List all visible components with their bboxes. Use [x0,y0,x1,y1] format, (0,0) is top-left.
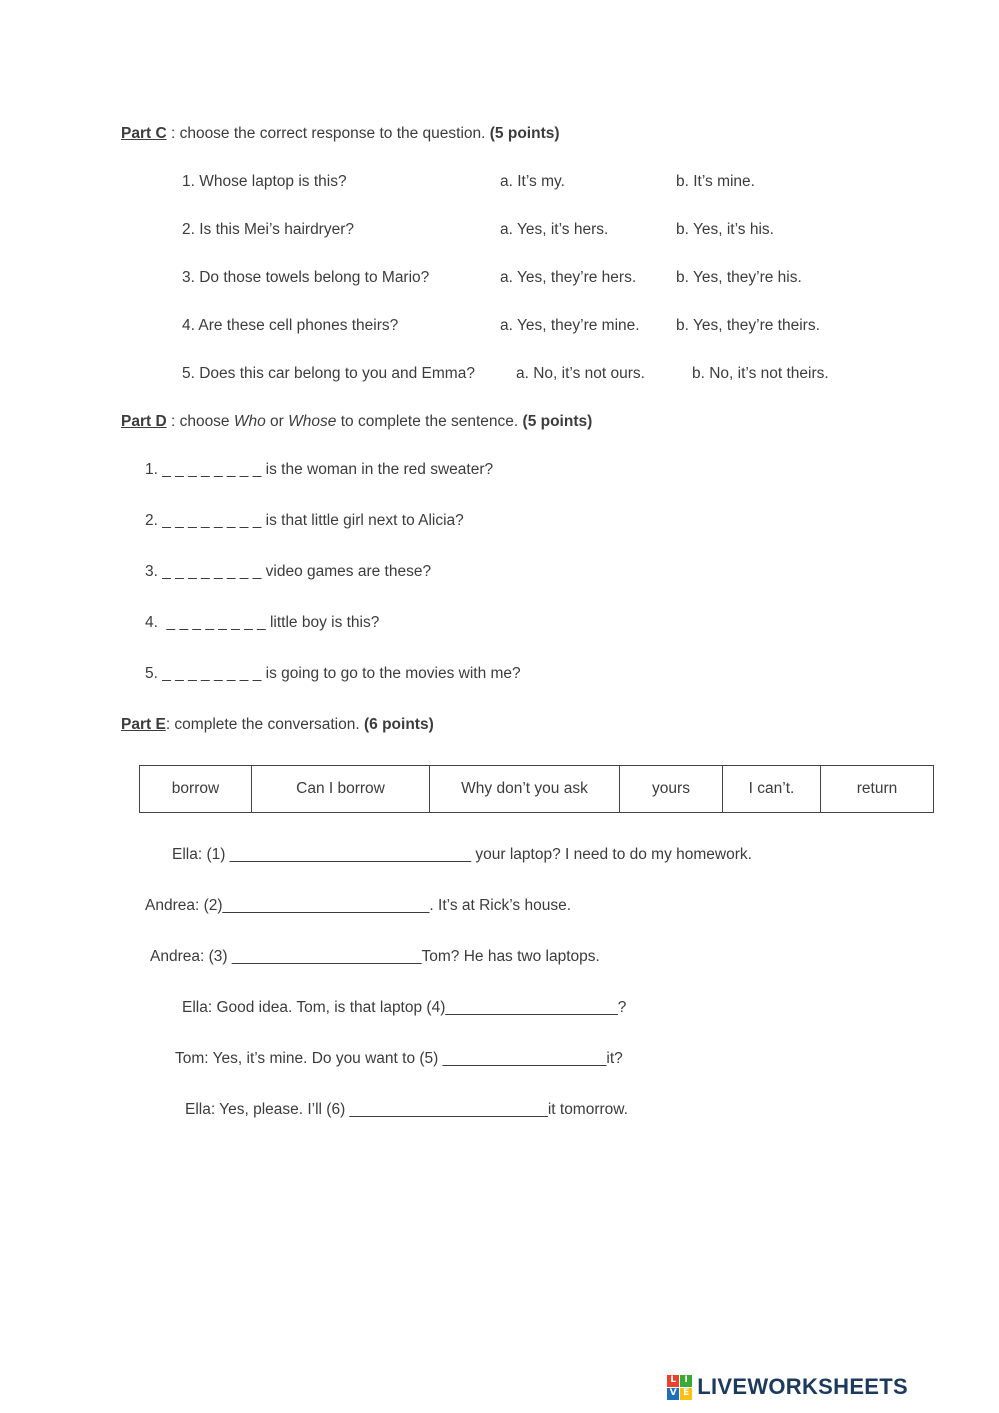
part-e-points: (6 points) [363,716,434,733]
conversation [121,843,939,1122]
option-b: b. Yes, it’s his. [676,221,774,238]
conversation-line: Ella: (1) ____________________________ your laptop? I need to do my homework. [172,846,752,863]
question-text: 4. Are these cell phones theirs? [182,317,399,334]
conversation-line: Ella: Yes, please. I’ll (6) _______________________it tomorrow. [185,1101,628,1118]
part-d-instructions-pre: : choose [166,413,234,430]
option-a: a. Yes, it’s hers. [500,221,609,238]
part-e-title: Part E [121,716,166,733]
fill-blank-item: 5. _ _ _ _ _ _ _ _ is going to go to the movies with me? [145,665,521,682]
question-text: 2. Is this Mei’s hairdryer? [182,221,354,238]
option-b: b. Yes, they’re theirs. [676,317,820,334]
question-row [121,218,939,242]
fill-blank-item: 3. _ _ _ _ _ _ _ _ video games are these? [145,563,432,580]
option-a: a. It’s my. [500,173,565,190]
question-row [121,170,939,194]
conversation-line: Tom: Yes, it’s mine. Do you want to (5) ___________________it? [175,1050,623,1067]
part-c-title: Part C [121,125,167,142]
conversation-line: Ella: Good idea. Tom, is that laptop (4)____________________? [182,999,627,1016]
logo-cell: E [680,1388,692,1400]
word-whose: Whose [288,413,337,430]
word-who: Who [233,413,266,430]
word-bank-cell: I can’t. [723,766,821,813]
word-bank-cell: Why don’t you ask [430,766,620,813]
word-bank-cell: borrow [140,766,252,813]
question-text: 1. Whose laptop is this? [182,173,347,190]
part-c-points: (5 points) [489,125,560,142]
question-row [121,314,939,338]
fill-blank-item: 1. _ _ _ _ _ _ _ _ is the woman in the red sweater? [145,461,494,478]
word-bank-cell: yours [620,766,723,813]
question-text: 3. Do those towels belong to Mario? [182,269,430,286]
liveworksheets-icon [667,1375,692,1400]
option-b: b. It’s mine. [676,173,755,190]
logo-cell: I [680,1375,692,1387]
option-b: b. Yes, they’re his. [676,269,802,286]
option-a: a. Yes, they’re hers. [500,269,637,286]
part-d-instructions-post: to complete the sentence. [336,413,523,430]
word-bank-table [139,765,934,813]
question-row [121,266,939,290]
logo-cell: V [667,1388,679,1400]
option-b: b. No, it’s not theirs. [692,365,829,382]
part-d-heading [121,410,939,434]
conversation-line: Andrea: (2)________________________. It’s at Rick’s house. [145,897,572,914]
option-a: a. Yes, they’re mine. [500,317,640,334]
question-text: 5. Does this car belong to you and Emma? [182,365,475,382]
fill-blank-item: 4. _ _ _ _ _ _ _ _ little boy is this? [145,614,380,631]
part-d-instructions-mid: or [265,413,289,430]
word-bank-cell: return [821,766,934,813]
question-row [121,362,939,386]
fill-blank-item: 2. _ _ _ _ _ _ _ _ is that little girl next to Alicia? [145,512,464,529]
part-d-points: (5 points) [522,413,593,430]
conversation-line: Andrea: (3) ______________________Tom? He has two laptops. [150,948,600,965]
liveworksheets-logo [667,1374,908,1400]
part-c-instructions: : choose the correct response to the question. [166,125,490,142]
logo-cell: L [667,1375,679,1387]
word-bank-row [140,766,934,813]
part-c-section [121,122,939,386]
option-a: a. No, it’s not ours. [516,365,645,382]
liveworksheets-wordmark: LIVEWORKSHEETS [697,1374,908,1399]
part-c-heading [121,122,939,146]
part-e-section [121,713,939,1122]
part-e-instructions: : complete the conversation. [165,716,364,733]
word-bank-cell: Can I borrow [252,766,430,813]
part-d-title: Part D [121,413,167,430]
part-d-section [121,410,939,686]
part-e-heading [121,713,939,737]
